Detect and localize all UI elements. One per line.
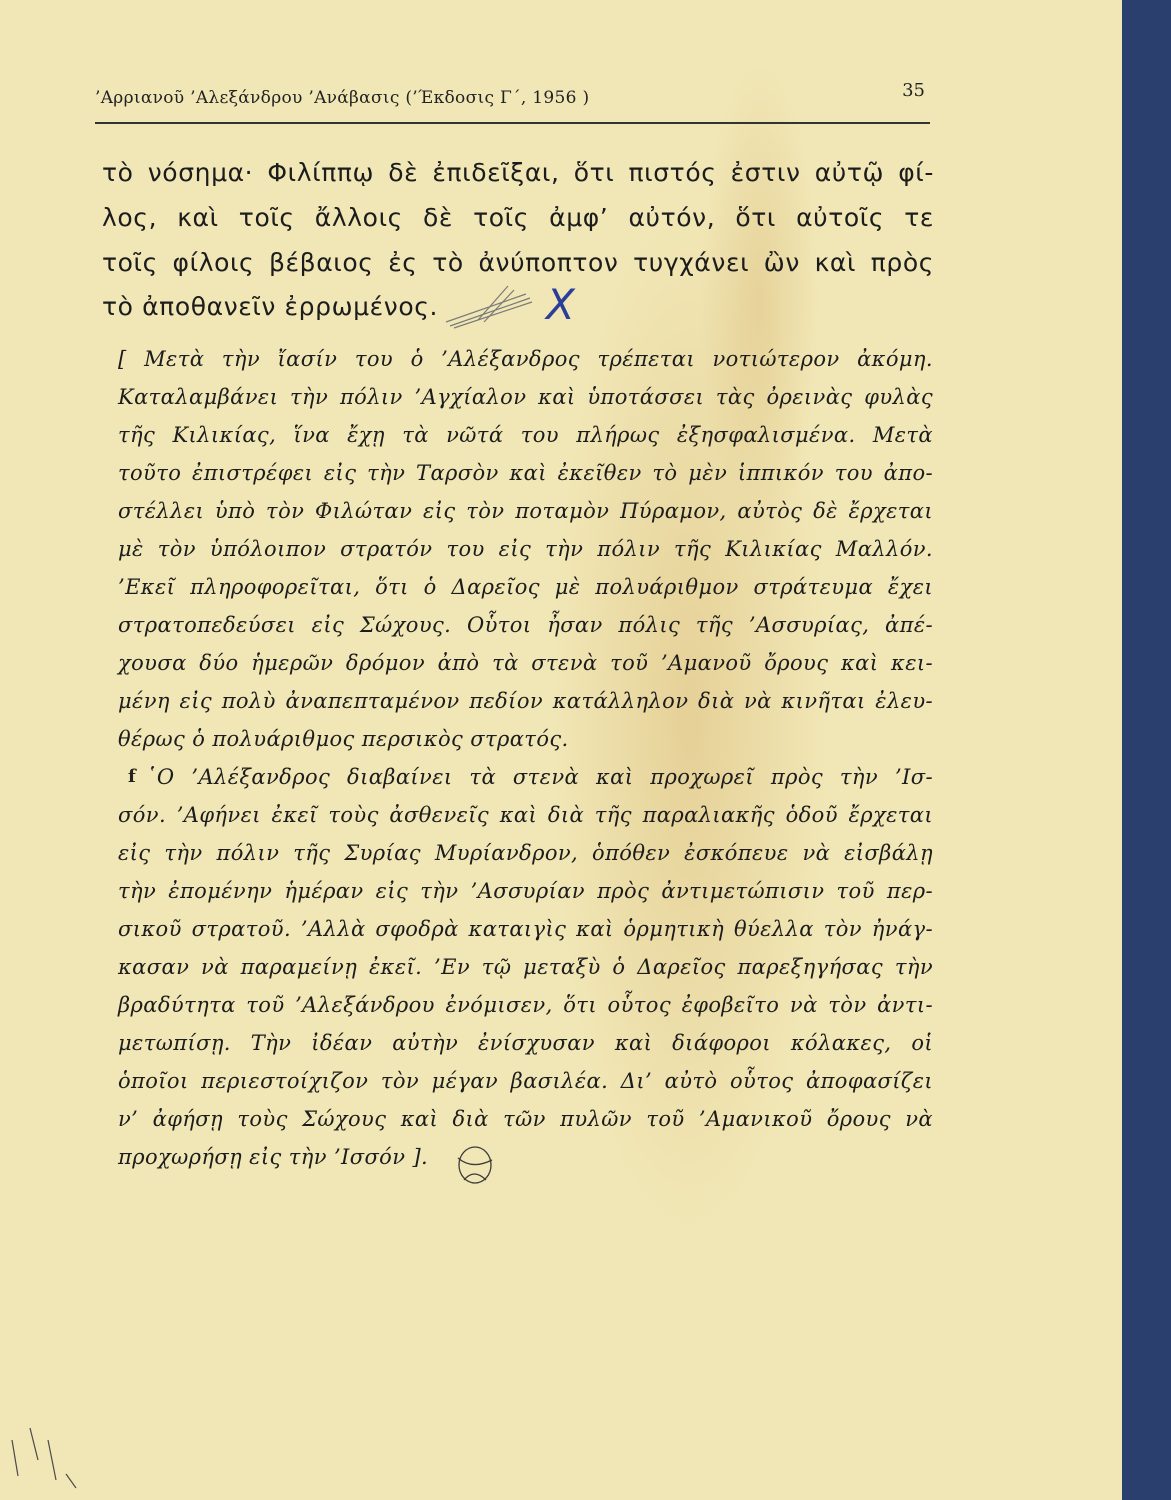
translation-line: σόν. ’Αφήνει ἐκεῖ τοὺς ἀσθενεῖς καὶ διὰ τῆς παραλιακῆς ὁδοῦ ἔρχεται (118, 803, 933, 827)
pencil-circle-scribble-icon (452, 1140, 498, 1190)
translation-line: εἰς τὴν πόλιν τῆς Συρίας Μυρίανδρον, ὁπόθεν ἐσκόπευε νὰ εἰσβάλῃ (118, 841, 933, 865)
translation-line: μὲ τὸν ὑπόλοιπον στρατόν του εἰς τὴν πόλιν τῆς Κιλικίας Μαλλόν. (118, 537, 933, 561)
translation-line: μένη εἰς πολὺ ἀναπεπταμένον πεδίον κατάλληλον διὰ νὰ κινῆται ἐλευ- (118, 689, 933, 713)
translation-line: χουσα δύο ἡμερῶν δρόμον ἀπὸ τὰ στενὰ τοῦ ’Αμανοῦ ὄρους καὶ κει- (118, 651, 933, 675)
translation-line: ὁποῖοι περιεστοίχιζον τὸν μέγαν βασιλέα. Δι’ αὐτὸ οὗτος ἀποφασίζει (118, 1069, 933, 1093)
translation-line: βραδύτητα τοῦ ’Αλεξάνδρου ἐνόμισεν, ὅτι οὗτος ἐφοβεῖτο νὰ τὸν ἀντι- (118, 993, 933, 1017)
translation-line: προχωρήσῃ εἰς τὴν ’Ισσόν ]. (118, 1145, 429, 1169)
translation-line: στέλλει ὑπὸ τὸν Φιλώταν εἰς τὸν ποταμὸν Πύραμον, αὐτὸς δὲ ἔρχεται (118, 499, 933, 523)
translation-line: στρατοπεδεύσει εἰς Σώχους. Οὗτοι ἦσαν πόλις τῆς ’Ασσυρίας, ἀπέ- (118, 613, 933, 637)
translation-line: μετωπίσῃ. Τὴν ἰδέαν αὐτὴν ἐνίσχυσαν καὶ διάφοροι κόλακες, οἱ (118, 1031, 933, 1055)
translation-line: ’Εκεῖ πληροφορεῖται, ὅτι ὁ Δαρεῖος μὲ πολυάριθμον στράτευμα ἔχει (118, 575, 933, 599)
greek-line: τὸ νόσημα· Φιλίππῳ δὲ ἐπιδεῖξαι, ὅτι πιστός ἐστιν αὐτῷ φί- (102, 158, 934, 187)
translation-line: σικοῦ στρατοῦ. ’Αλλὰ σφοδρὰ καταιγὶς καὶ ὁρμητικὴ θύελλα τὸν ἠνάγ- (118, 917, 933, 941)
translation-line: [ Μετὰ τὴν ἴασίν του ὁ ’Αλέξανδρος τρέπεται νοτιώτερον ἀκόμη. (118, 347, 933, 371)
page-header (95, 80, 930, 124)
translation-line: θέρως ὁ πολυάριθμος περσικὸς στρατός. (118, 727, 569, 751)
translation-line: τοῦτο ἐπιστρέφει εἰς τὴν Ταρσὸν καὶ ἐκεῖθεν τὸ μὲν ἱππικόν του ἀπο- (118, 461, 933, 485)
translation-line: κασαν νὰ παραμείνῃ ἐκεῖ. ’Εν τῷ μεταξὺ ὁ Δαρεῖος παρεξηγήσας τὴν (118, 955, 933, 979)
pencil-cross-mark: X (546, 280, 575, 329)
translation-line: τῆς Κιλικίας, ἵνα ἔχῃ τὰ νῶτά του πλήρως ἐξησφαλισμένα. Μετὰ (118, 423, 933, 447)
greek-line: λος, καὶ τοῖς ἄλλοις δὲ τοῖς ἀμφ’ αὐτόν, ὅτι αὐτοῖς τε (102, 203, 934, 232)
translation-line: Καταλαμβάνει τὴν πόλιν ’Αγχίαλον καὶ ὑποτάσσει τὰς ὀρεινὰς φυλὰς (118, 385, 933, 409)
greek-line: τὸ ἀποθανεῖν ἐρρωμένος. (102, 292, 439, 321)
translation-line: τὴν ἐπομένην ἡμέραν εἰς τὴν ’Ασσυρίαν πρὸς ἀντιμετώπισιν τοῦ περ- (118, 879, 933, 903)
paragraph-mark: f (128, 766, 136, 787)
greek-line: τοῖς φίλοις βέβαιος ἐς τὸ ἀνύποπτον τυγχάνει ὢν καὶ πρὸς (102, 248, 934, 277)
translation-line: ν’ ἀφήσῃ τοὺς Σώχους καὶ διὰ τῶν πυλῶν τοῦ ’Αμανικοῦ ὄρους νὰ (118, 1107, 933, 1131)
edge-pencil-marks-icon (0, 1380, 90, 1490)
translation-line: ῾Ο ’Αλέξανδρος διαβαίνει τὰ στενὰ καὶ προχωρεῖ πρὸς τὴν ’Ισ- (146, 765, 933, 789)
page-number: 35 (902, 80, 925, 101)
running-head: ’Αρριανοῦ ’Αλεξάνδρου ’Ανάβασις (’Έκδοσις Γ΄, 1956 ) (95, 88, 590, 108)
